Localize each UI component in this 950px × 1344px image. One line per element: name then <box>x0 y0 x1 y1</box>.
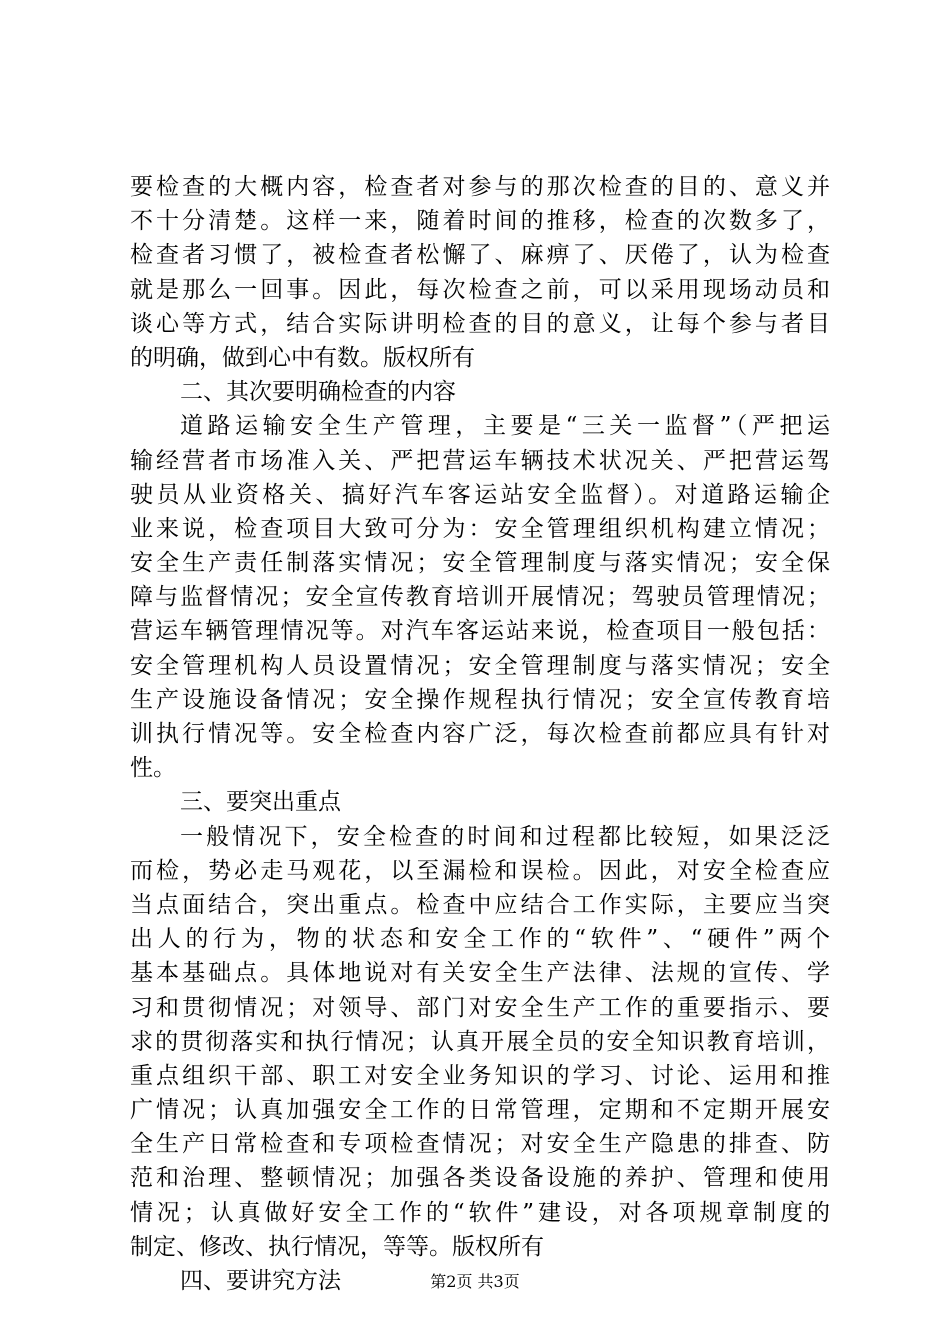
text-line: 就是那么一回事。因此，每次检查之前，可以采用现场动员和 <box>130 276 830 303</box>
text-line: 谈心等方式，结合实际讲明检查的目的意义，让每个参与者目 <box>130 310 830 337</box>
text-line: 业来说，检查项目大致可分为：安全管理组织机构建立情况； <box>130 515 830 542</box>
text-line: 障与监督情况；安全宣传教育培训开展情况；驾驶员管理情况； <box>130 584 830 611</box>
section-heading: 三、要突出重点 <box>180 789 341 816</box>
text-line: 重点组织干部、职工对安全业务知识的学习、讨论、运用和推 <box>130 1062 830 1089</box>
text-line: 当点面结合，突出重点。检查中应结合工作实际，主要应当突 <box>130 891 830 918</box>
text-line: 全生产日常检查和专项检查情况；对安全生产隐患的排查、防 <box>130 1131 830 1158</box>
text-line: 安全管理机构人员设置情况；安全管理制度与落实情况；安全 <box>130 652 830 679</box>
section-heading: 二、其次要明确检查的内容 <box>180 379 456 406</box>
text-line: 情况；认真做好安全工作的“软件”建设，对各项规章制度的 <box>130 1199 830 1226</box>
text-line: 检查者习惯了，被检查者松懈了、麻痹了、厌倦了，认为检查 <box>130 242 830 269</box>
text-line: 基本基础点。具体地说对有关安全生产法律、法规的宣传、学 <box>130 960 830 987</box>
document-body <box>130 170 830 1298</box>
text-line: 广情况；认真加强安全工作的日常管理，定期和不定期开展安 <box>130 1097 830 1124</box>
text-line: 要检查的大概内容，检查者对参与的那次检查的目的、意义并 <box>130 174 830 200</box>
page-number-footer: 第2页 共3页 <box>430 1272 520 1291</box>
text-line: 道路运输安全生产管理，主要是“三关一监督”（严把运 <box>180 413 830 440</box>
text-line: 性。 <box>130 755 176 782</box>
text-line: 不十分清楚。这样一来，随着时间的推移，检查的次数多了， <box>130 208 830 235</box>
text-line: 安全生产责任制落实情况；安全管理制度与落实情况；安全保 <box>130 550 830 577</box>
text-line: 而检，势必走马观花，以至漏检和误检。因此，对安全检查应 <box>130 857 830 884</box>
text-line: 出人的行为，物的状态和安全工作的“软件”、“硬件”两个 <box>130 926 830 953</box>
text-line: 输经营者市场准入关、严把营运车辆技术状况关、严把营运驾 <box>130 447 830 474</box>
text-line: 范和治理、整顿情况；加强各类设备设施的养护、管理和使用 <box>130 1165 830 1192</box>
section-heading: 四、要讲究方法 <box>180 1268 341 1294</box>
text-line: 营运车辆管理情况等。对汽车客运站来说，检查项目一般包括： <box>130 618 830 645</box>
text-line: 生产设施设备情况；安全操作规程执行情况；安全宣传教育培 <box>130 686 830 713</box>
text-line: 制定、修改、执行情况，等等。版权所有 <box>130 1233 544 1260</box>
text-line: 的明确，做到心中有数。版权所有 <box>130 344 475 371</box>
text-line: 习和贯彻情况；对领导、部门对安全生产工作的重要指示、要 <box>130 994 830 1021</box>
text-line: 一般情况下，安全检查的时间和过程都比较短，如果泛泛 <box>180 823 830 850</box>
text-line: 求的贯彻落实和执行情况；认真开展全员的安全知识教育培训， <box>130 1028 830 1055</box>
text-line: 训执行情况等。安全检查内容广泛，每次检查前都应具有针对 <box>130 721 830 747</box>
text-line: 驶员从业资格关、搞好汽车客运站安全监督）。对道路运输企 <box>130 481 830 508</box>
